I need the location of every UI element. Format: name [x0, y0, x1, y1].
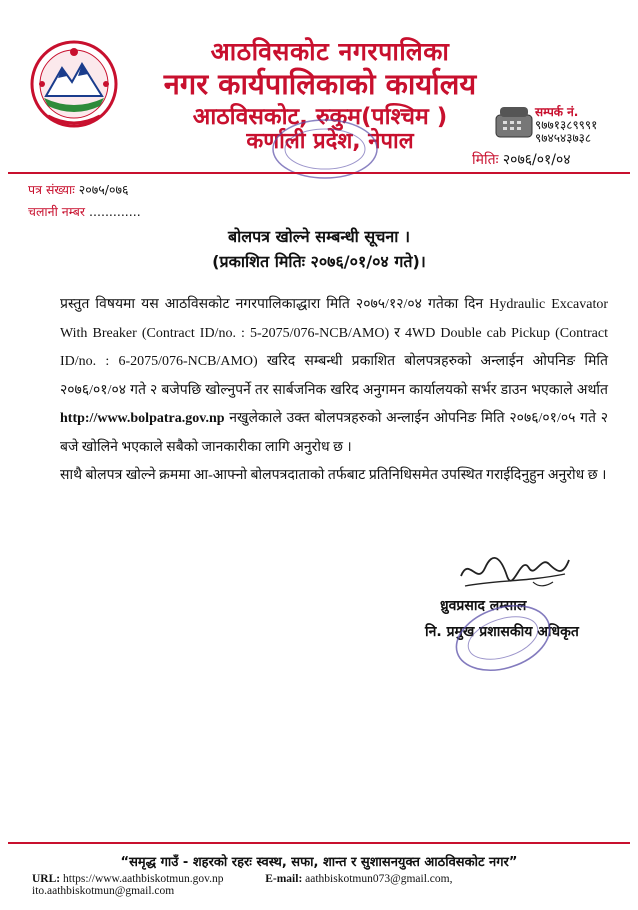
body-paragraph-1 [60, 291, 608, 462]
contact-phone-1: ९७७१३८९९९१ [535, 118, 598, 132]
notice-body [60, 291, 608, 491]
footer-contact [32, 873, 622, 897]
body-paragraph-1-part-b: नखुलेकाले उक्त बोलपत्रहरुको अन्लाईन ओपनिङ मिति २०७६/०१/०५ गते २ बजे खोलिने भएकाले सबैको जानकारीका लागि अनुरोध छ । [60, 411, 608, 455]
notice-title: बोलपत्र खोल्ने सम्बन्धी सूचना । [227, 227, 411, 246]
letter-number-value: २०७५/०७६ [78, 182, 129, 197]
date-label: मितिः [472, 152, 499, 168]
bolpatra-url: http://www.bolpatra.gov.np [60, 411, 225, 426]
province-country: कर्णाली प्रदेश, नेपाल [246, 129, 414, 154]
letter-number-line [28, 181, 128, 198]
dispatch-number-label: चलानी नम्बर [28, 204, 86, 219]
municipality-name: आठविसकोट नगरपालिका [210, 37, 450, 66]
officer-stamp [448, 598, 558, 678]
footer-divider [8, 842, 630, 844]
contact-phone-2: ९७४५४३७३८ [535, 131, 592, 145]
body-paragraph-1-part-a: प्रस्तुत विषयमा यस आठविसकोट नगरपालिकाद्धारा मिति २०७५/१२/०४ गतेका दिन Hydraulic Excavator With Breaker (Contract ID/no. : 5-2075/076-NCB/AMO) र 4WD Double cab Pickup (Contract ID/no. : 6-2075/076-NCB/AMO) खरिद सम्बन्धी प्रकाशित बोलपत्रहरुको अन्लाईन ओपनिङ मिति २०७६/०१/०४ गते २ बजेपछि खोल्नुपर्ने तर सार्बजनिक खरिद अनुगमन कार्यालयको सर्भर डाउन भएकाले अर्थात [60, 297, 608, 398]
header-divider [8, 172, 630, 174]
date-line [472, 150, 571, 169]
footer-email-2[interactable]: ito.aathbiskotmun@gmail.com [32, 885, 175, 897]
office-stamp-header [270, 118, 380, 180]
office-address: आठविसकोट, रुकुम(पश्चिम ) [192, 104, 448, 130]
body-paragraph-2: साथै बोलपत्र खोल्ने क्रममा आ-आफ्नो बोलपत्रदाताको तर्फबाट प्रतिनिधिसमेत उपस्थित गराईदिनुहुन अनुरोध छ । [60, 468, 607, 483]
footer-email-1[interactable]: aathbiskotmun073@gmail.com, [305, 873, 453, 885]
notice-subtitle: (प्रकाशित मितिः २०७६/०१/०४ गते)। [212, 252, 426, 271]
contact-label: सम्पर्क नं. [535, 105, 579, 119]
footer-url[interactable]: https://www.aathbiskotmun.gov.np [63, 873, 224, 885]
handwritten-signature [455, 546, 575, 596]
office-name: नगर कार्यपालिकाको कार्यालय [163, 67, 477, 101]
contact-block [535, 106, 597, 145]
signatory-designation: नि. प्रमुख प्रशासकीय अधिकृत [425, 624, 579, 640]
footer-email-label: E-mail: [265, 873, 303, 885]
footer-motto: “समृद्ध गाउँ - शहरको रहरः स्वस्थ, सफा, शान्त र सुशासनयुक्त आठविसकोट नगर” [120, 855, 518, 870]
date-value: २०७६/०१/०४ [502, 152, 571, 168]
dispatch-number-line [28, 203, 141, 220]
footer-url-label: URL: [32, 873, 61, 885]
signatory-name: ध्रुवप्रसाद लम्साल [440, 598, 527, 614]
letter-number-label: पत्र संख्याः [28, 182, 75, 197]
dispatch-number-value: ............. [89, 204, 141, 219]
nepal-emblem-logo [28, 38, 120, 130]
telephone-icon [494, 105, 534, 141]
